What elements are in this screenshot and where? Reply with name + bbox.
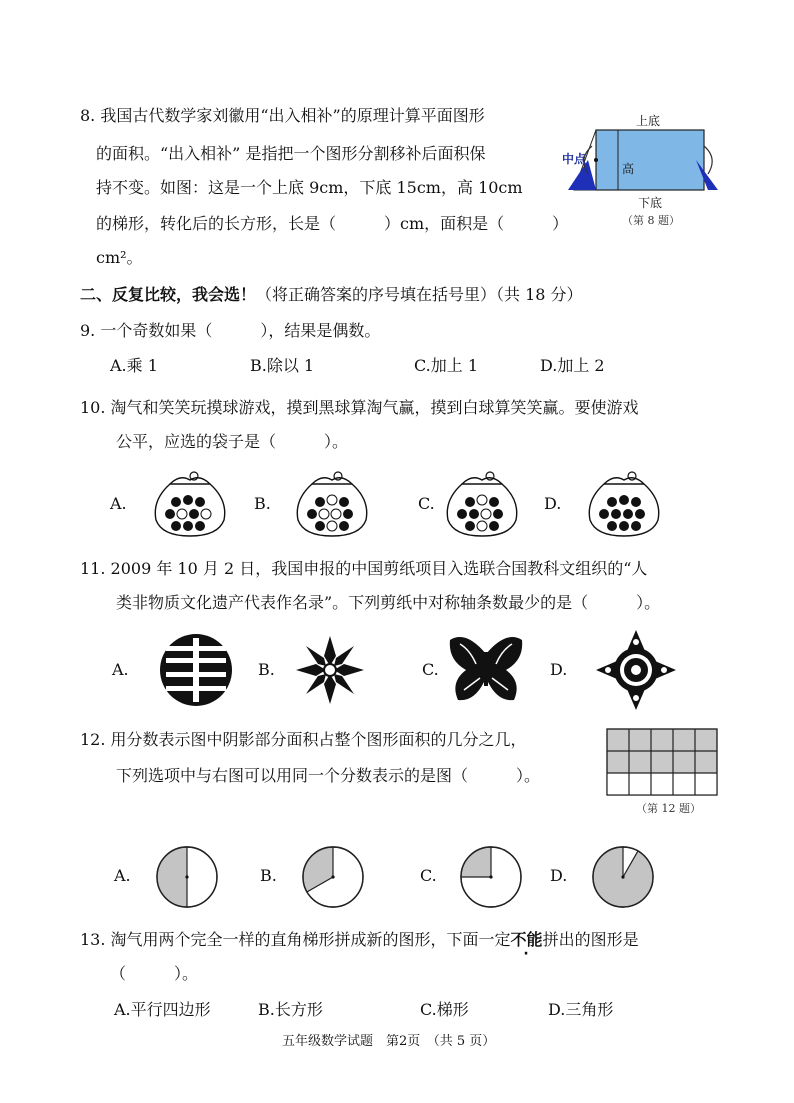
q9-option-c[interactable]: C.加上 1 [414, 356, 479, 375]
bag-a-icon [148, 470, 232, 542]
papercut-butterfly-icon [446, 630, 526, 714]
q9-option-b[interactable]: B.除以 1 [250, 356, 315, 375]
papercut-double-happiness-icon [158, 632, 234, 712]
midpoint-label: 中点 [562, 152, 587, 166]
q13-option-a[interactable]: A.平行四边形 [114, 1000, 211, 1019]
section2-heading [80, 285, 583, 305]
q12-option-b[interactable]: B. [260, 866, 277, 885]
bag-d-icon [582, 470, 666, 542]
q8-line1: 8. 我国古代数学家刘徽用“出入相补”的原理计算平面图形 [80, 106, 485, 125]
q13-line2: （ ）。 [110, 964, 199, 983]
q9-stem: 9. 一个奇数如果（ ），结果是偶数。 [80, 321, 381, 340]
q10-line2: 公平，应选的袋子是（ ）。 [116, 432, 349, 451]
q9-option-a[interactable]: A.乘 1 [110, 356, 158, 375]
q8-caption: （第 8 题） [622, 214, 680, 227]
section2-note: （将正确答案的序号填在括号里）（共 18 分） [256, 285, 583, 304]
q12-line1: 12. 用分数表示图中阴影部分面积占整个图形面积的几分之几， [80, 730, 527, 749]
q10-option-a[interactable]: A. [110, 494, 127, 513]
q10-option-d[interactable]: D. [544, 494, 562, 513]
q13-line1-post: 拼出的图形是 [542, 930, 639, 949]
q10-option-b[interactable]: B. [254, 494, 271, 513]
pie-b [300, 844, 366, 910]
height-label: 高 [622, 162, 635, 176]
q13-emphasis: 不能 [510, 930, 543, 949]
q8-line2: 的面积。“出入相补” 是指把一个图形分割移补后面积保 [96, 144, 486, 163]
q12-line2: 下列选项中与右图可以用同一个分数表示的是图（ ）。 [116, 766, 541, 785]
q13-option-d[interactable]: D.三角形 [548, 1000, 614, 1019]
q9-option-d[interactable]: D.加上 2 [540, 356, 605, 375]
pie-d-center-dot [621, 875, 624, 878]
q11-line2: 类非物质文化遗产代表作名录”。下列剪纸中对称轴条数最少的是（ ）。 [116, 593, 661, 612]
q12-caption: （第 12 题） [636, 802, 701, 815]
trapezoid-figure [558, 108, 718, 228]
q8-line5: cm²。 [96, 248, 143, 267]
q12-option-d[interactable]: D. [550, 866, 568, 885]
q12-grid-figure [606, 728, 718, 800]
q8-line3: 持不变。如图：这是一个上底 9cm，下底 15cm，高 10cm [96, 178, 523, 197]
section2-title: 二、反复比较，我会选！ [80, 285, 257, 304]
q11-option-b[interactable]: B. [258, 660, 275, 679]
papercut-snowflake-icon [292, 632, 368, 712]
q11-option-a[interactable]: A. [112, 660, 129, 679]
bottom-base-label: 下底 [638, 196, 663, 210]
q11-option-d[interactable]: D. [550, 660, 568, 679]
q12-option-c[interactable]: C. [420, 866, 437, 885]
q11-option-c[interactable]: C. [422, 660, 439, 679]
pie-d [590, 844, 656, 910]
pie-c [458, 844, 524, 910]
pie-a-center-dot [185, 875, 188, 878]
q10-line1: 10. 淘气和笑笑玩摸球游戏，摸到黑球算淘气赢，摸到白球算笑笑赢。要使游戏 [80, 398, 639, 417]
papercut-flower-icon [594, 628, 678, 716]
pie-a [154, 844, 220, 910]
top-base-label: 上底 [636, 114, 661, 128]
q10-option-c[interactable]: C. [418, 494, 435, 513]
q13-option-b[interactable]: B.长方形 [258, 1000, 323, 1019]
page-footer: 五年级数学试题 第2页 （共 5 页） [282, 1034, 496, 1049]
q8-line4: 的梯形，转化后的长方形，长是（ ）cm，面积是（ ） [96, 214, 569, 233]
bag-b-icon [290, 470, 374, 542]
q11-line1: 11. 2009 年 10 月 2 日，我国申报的中国剪纸项目入选联合国教科文组织的“人 [80, 559, 648, 578]
q12-option-a[interactable]: A. [114, 866, 131, 885]
bag-c-icon [440, 470, 524, 542]
q13-line1 [80, 930, 639, 950]
pie-c-center-dot [489, 875, 492, 878]
q13-line1-pre: 13. 淘气用两个完全一样的直角梯形拼成新的图形，下面一定 [80, 930, 511, 949]
pie-a-shaded-sector [157, 847, 187, 907]
pie-b-center-dot [331, 875, 334, 878]
q13-option-c[interactable]: C.梯形 [420, 1000, 469, 1019]
